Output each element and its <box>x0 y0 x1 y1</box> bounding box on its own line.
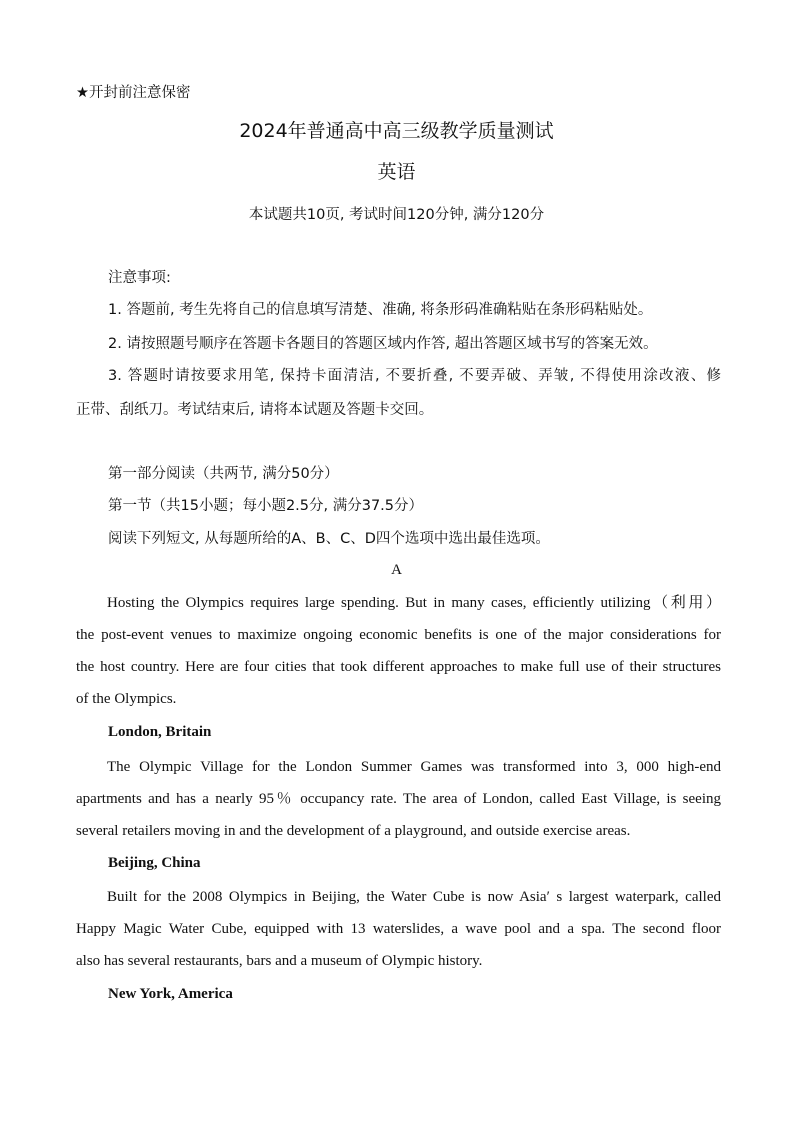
passage-line: also has several restaurants, bars and a museum of Olympic history. <box>76 953 483 969</box>
passage-line: The Olympic Village for the London Summer Games was transformed into 3, 000 high-end <box>107 759 721 775</box>
passage-line: Built for the 2008 Olympics in Beijing, the Water Cube is now Asia′ s largest waterpark, called <box>107 889 721 905</box>
passage-line: several retailers moving in and the development of a playground, and outside exercise areas. <box>76 823 631 839</box>
london-heading: London, Britain <box>108 724 212 740</box>
confidential-note: ★开封前注意保密 <box>76 85 191 101</box>
notice-item-3 <box>108 366 721 386</box>
part-heading: 第一部分阅读（共两节, 满分50分） <box>108 466 339 482</box>
passage-line: Happy Magic Water Cube, equipped with 13 waterslides, a wave pool and a spa. The second floor <box>76 921 721 937</box>
notice-item-2: 2. 请按照题号顺序在答题卡各题目的答题区域内作答, 超出答题区域书写的答案无效。 <box>108 336 658 352</box>
london-paragraph <box>76 751 721 847</box>
beijing-paragraph <box>76 881 721 977</box>
passage-line: the post-event venues to maximize ongoing economic benefits is one of the major considerations for <box>76 627 721 643</box>
exam-title: 2024年普通高中高三级教学质量测试 <box>239 120 554 142</box>
passage-line: the host country. Here are four cities that took different approaches to make full use of their structures <box>76 659 721 675</box>
notice-item-3-line-2: 正带、刮纸刀。考试结束后, 请将本试题及答题卡交回。 <box>76 402 434 418</box>
reading-instruction: 阅读下列短文, 从每题所给的A、B、C、D四个选项中选出最佳选项。 <box>108 531 550 547</box>
newyork-heading: New York, America <box>108 986 233 1002</box>
passage-line: of the Olympics. <box>76 691 177 707</box>
passage-label: A <box>391 562 402 578</box>
passage-line: apartments and has a nearly 95％ occupancy rate. The area of London, called East Village, is seeing <box>76 791 721 807</box>
subject-title: 英语 <box>377 161 416 183</box>
exam-info: 本试题共10页, 考试时间120分钟, 满分120分 <box>248 207 545 223</box>
passage-intro <box>76 587 721 715</box>
notice-item-3-line-1: 3. 答题时请按要求用笔, 保持卡面清洁, 不要折叠, 不要弄破、弄皱, 不得使用涂改液、修 <box>108 368 721 384</box>
notice-item-1: 1. 答题前, 考生先将自己的信息填写清楚、准确, 将条形码准确粘贴在条形码粘贴处。 <box>108 302 653 318</box>
passage-line: Hosting the Olympics requires large spending. But in many cases, efficiently utilizing（利用） <box>107 595 721 611</box>
notice-heading: 注意事项: <box>108 270 171 286</box>
subsection-heading: 第一节（共15小题；每小题2.5分, 满分37.5分） <box>108 498 424 514</box>
beijing-heading: Beijing, China <box>108 855 201 871</box>
